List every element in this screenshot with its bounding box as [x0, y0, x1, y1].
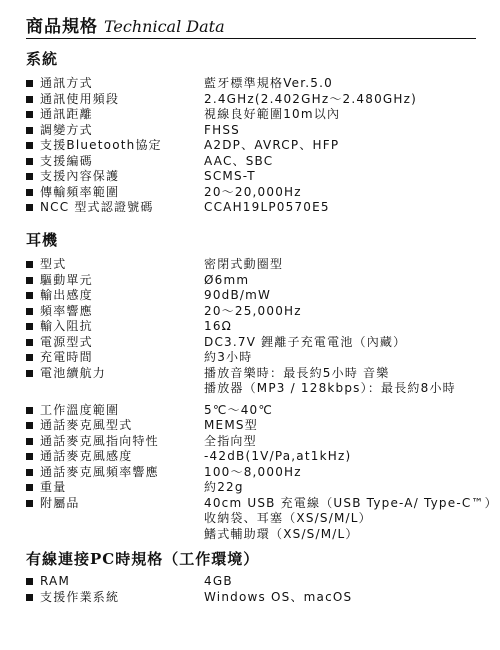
- spec-row: [26, 434, 496, 450]
- bullet-square-icon: [26, 465, 40, 481]
- spec-label: 輸出感度: [40, 288, 93, 302]
- bullet-square-icon: [26, 200, 40, 216]
- spec-label: 輸入阻抗: [40, 319, 93, 333]
- bullet-square-icon: [26, 319, 40, 335]
- bullet-square-icon: [26, 92, 40, 108]
- bullet-square-icon: [26, 480, 40, 496]
- bullet-square-icon: [26, 403, 40, 419]
- spec-row: [26, 319, 496, 335]
- spec-value: 視線良好範圍10m以內: [204, 107, 341, 121]
- spec-value: 100～8,000Hz: [204, 464, 302, 479]
- spec-value: 全指向型: [204, 433, 257, 448]
- spec-label: 通訊使用頻段: [40, 91, 120, 106]
- spec-row: [26, 138, 496, 154]
- spec-row: [26, 185, 496, 201]
- spec-label: 通訊方式: [40, 76, 93, 90]
- bullet-square-icon: [26, 138, 40, 154]
- spec-label: 支援編碼: [40, 153, 93, 168]
- bullet-square-icon: [26, 434, 40, 450]
- spec-value: Ø6mm: [204, 272, 250, 287]
- spec-value: MEMS型: [204, 418, 258, 432]
- spec-row: [26, 366, 496, 397]
- bullet-square-icon: [26, 123, 40, 139]
- spec-row: [26, 123, 496, 139]
- section-system: [26, 48, 496, 216]
- spec-value-multiline: [204, 366, 496, 397]
- section-title-pc: 有線連接PC時規格（工作環境）: [26, 550, 260, 568]
- bullet-square-icon: [26, 449, 40, 465]
- spec-row: [26, 107, 496, 123]
- bullet-square-icon: [26, 273, 40, 289]
- spec-value: -42dB(1V/Pa,at1kHz): [204, 449, 352, 463]
- spec-label: 電池續航力: [40, 365, 107, 380]
- spec-value: 藍牙標準規格Ver.5.0: [204, 76, 333, 90]
- spec-row: [26, 465, 496, 481]
- spec-label: 重量: [40, 480, 67, 494]
- spec-value-line: 40cm USB 充電線（USB Type-A/ Type-C™）: [204, 495, 498, 510]
- spec-row: [26, 480, 496, 496]
- bullet-square-icon: [26, 288, 40, 304]
- section-earphone: [26, 229, 496, 542]
- spec-label: 工作溫度範圍: [40, 402, 120, 417]
- bullet-square-icon: [26, 169, 40, 185]
- spec-label: 調變方式: [40, 122, 93, 137]
- bullet-square-icon: [26, 335, 40, 351]
- spec-value: A2DP、AVRCP、HFP: [204, 138, 340, 152]
- bullet-square-icon: [26, 366, 40, 382]
- spec-row: [26, 200, 496, 216]
- spec-value: 4GB: [204, 574, 233, 588]
- spec-row: [26, 169, 496, 185]
- spec-label: 頻率響應: [40, 303, 93, 318]
- bullet-square-icon: [26, 496, 40, 512]
- spec-label: NCC 型式認證號碼: [40, 200, 154, 214]
- spec-value: 約3小時: [204, 350, 253, 364]
- spec-label: 附屬品: [40, 495, 80, 510]
- spec-value-multiline: [204, 496, 498, 543]
- bullet-square-icon: [26, 418, 40, 434]
- page-title-chinese: 商品規格: [26, 17, 98, 37]
- spec-value: 5℃～40℃: [204, 402, 274, 417]
- spec-value: Windows OS、macOS: [204, 589, 353, 604]
- spec-row: [26, 288, 496, 304]
- bullet-square-icon: [26, 304, 40, 320]
- spec-row: [26, 449, 496, 465]
- spec-value: DC3.7V 鋰離子充電電池（內藏）: [204, 334, 407, 349]
- spec-value-line: 播放音樂時：最長約5小時 音樂: [204, 365, 390, 380]
- spec-value: CCAH19LP0570E5: [204, 200, 330, 214]
- spec-label: 傳輸頻率範圍: [40, 184, 120, 199]
- section-title-earphone: 耳機: [26, 231, 59, 249]
- spec-row: [26, 403, 496, 419]
- spec-label: 通話麥克風感度: [40, 449, 133, 463]
- bullet-square-icon: [26, 574, 40, 590]
- spec-value-line: 收納袋、耳塞（XS/S/M/L）: [204, 511, 372, 525]
- bullet-square-icon: [26, 107, 40, 123]
- spec-label: 支援作業系統: [40, 589, 120, 604]
- spec-row: [26, 335, 496, 351]
- bullet-square-icon: [26, 185, 40, 201]
- bullet-square-icon: [26, 590, 40, 606]
- spec-label: 驅動單元: [40, 272, 93, 287]
- header-divider: [26, 38, 476, 39]
- spec-value: 20～20,000Hz: [204, 184, 302, 199]
- spec-value: AAC、SBC: [204, 153, 274, 168]
- bullet-square-icon: [26, 154, 40, 170]
- spec-row: [26, 574, 496, 590]
- spec-row: [26, 92, 496, 108]
- spec-value: 密閉式動圈型: [204, 257, 284, 271]
- spec-label: 通話麥克風指向特性: [40, 433, 159, 448]
- bullet-square-icon: [26, 350, 40, 366]
- spec-row: [26, 154, 496, 170]
- spec-row: [26, 76, 496, 92]
- section-pc: [26, 548, 496, 605]
- spec-label: 支援Bluetooth協定: [40, 138, 162, 152]
- spec-row: [26, 350, 496, 366]
- spec-label: 充電時間: [40, 350, 93, 364]
- page-title-english: Technical Data: [104, 17, 225, 36]
- spec-value: 約22g: [204, 480, 244, 494]
- spec-value: 20～25,000Hz: [204, 303, 302, 318]
- spec-row: [26, 304, 496, 320]
- bullet-square-icon: [26, 76, 40, 92]
- spec-value: 2.4GHz(2.402GHz～2.480GHz): [204, 91, 418, 106]
- section-title-system: 系統: [26, 50, 59, 68]
- spec-label: 通訊距離: [40, 107, 93, 121]
- spec-label: 支援內容保護: [40, 169, 120, 183]
- spec-label: 通話麥克風頻率響應: [40, 464, 159, 479]
- spec-value: SCMS-T: [204, 169, 256, 183]
- spec-row: [26, 590, 496, 606]
- page-header: [26, 12, 225, 38]
- spec-value: 16Ω: [204, 319, 233, 333]
- spec-label: 通話麥克風型式: [40, 418, 133, 432]
- spec-row: [26, 257, 496, 273]
- spec-value-line: 鰭式輔助環（XS/S/M/L）: [204, 526, 359, 541]
- spec-value-line: 播放器（MP3 / 128kbps）：最長約8小時: [204, 381, 456, 395]
- spec-row: [26, 273, 496, 289]
- spec-row: [26, 496, 496, 543]
- spec-value: FHSS: [204, 122, 240, 137]
- bullet-square-icon: [26, 257, 40, 273]
- spec-row: [26, 418, 496, 434]
- spec-label: 型式: [40, 257, 67, 271]
- spec-label: 電源型式: [40, 334, 93, 349]
- spec-label: RAM: [40, 574, 71, 588]
- spec-value: 90dB/mW: [204, 288, 272, 302]
